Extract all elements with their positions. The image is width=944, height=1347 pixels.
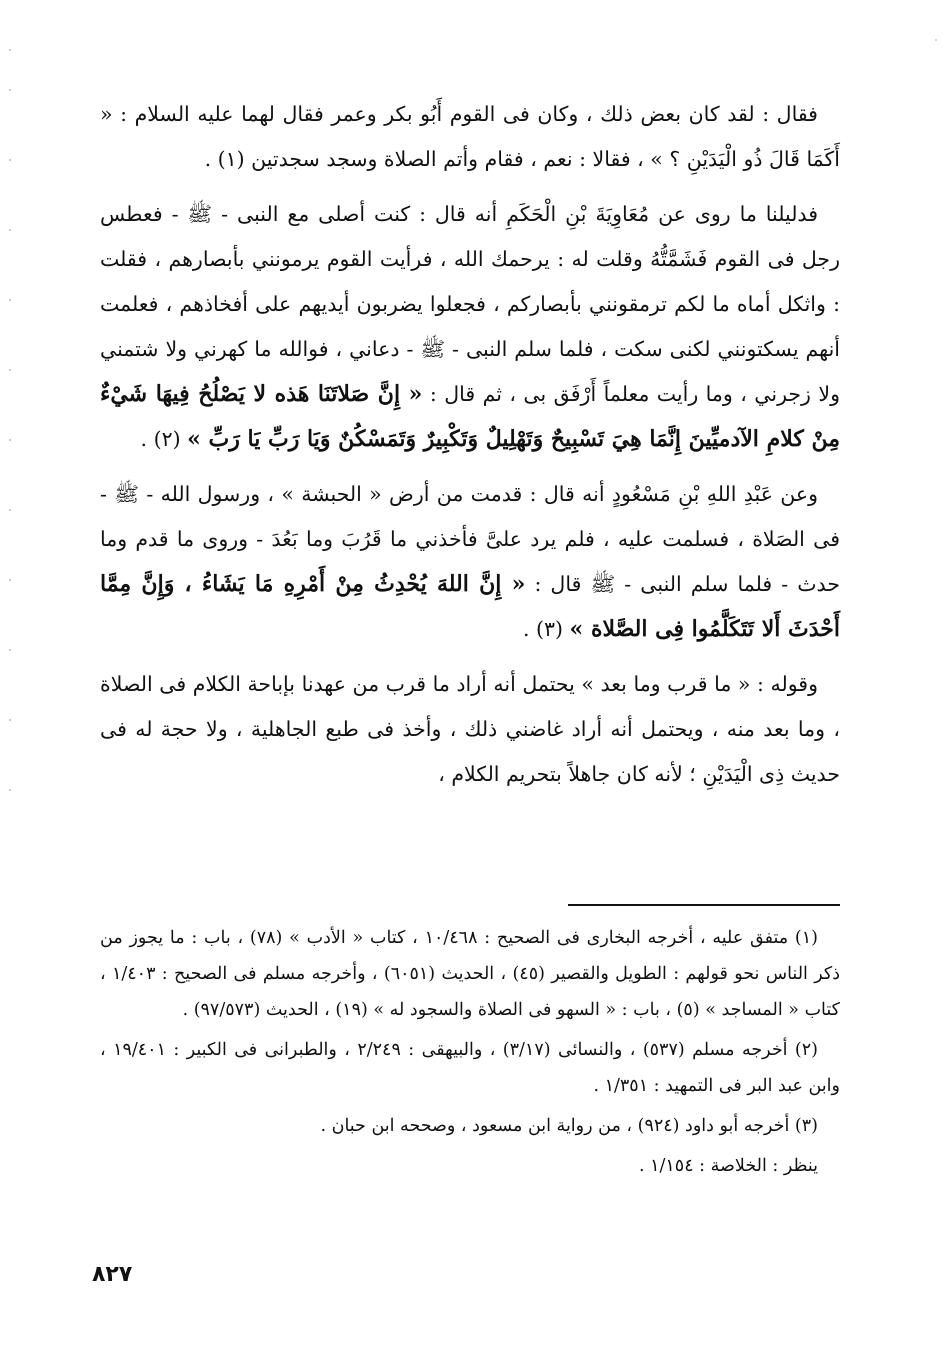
footnote-3: (٣) أخرجه أبو داود (٩٢٤) ، من رواية ابن مسعود ، وصححه ابن حبان .	[320, 1116, 818, 1136]
paragraph-3-intro: وعن عَبْدِ اللهِ بْنِ مَسْعُودٍ أنه قال : قدمت من أرض « الحبشة » ، ورسول الله - ﷺ - فى الصَلاة ، فسلمت عليه ، فلم يرد علىَّ فأخذني ما قَرُبَ وما بَعُدَ - وروى ما قدم وما حدث - فلما سلم النبى - ﷺ قال :	[100, 482, 840, 596]
paragraph-3	[100, 472, 840, 652]
footnote-divider	[568, 904, 840, 906]
page-number: ٨٢٧	[92, 1262, 133, 1287]
paragraph-2	[100, 192, 840, 462]
paragraph-2-intro: فدليلنا ما روى عن مُعَاوِيَةَ بْنِ الْحَكَمِ أنه قال : كنت أصلى مع النبى - ﷺ - فعطس رجل فى القوم فَشَمَّتُّهُ وقلت له : يرحمك الله ، فرأيت القوم يرمونني بأبصارهم ، فقلت : واثكل أماه ما لكم ترمقونني بأبصاركم ، فجعلوا يضربون أيديهم على أفخاذهم ، فعلمت أنهم يسكتونني لكنى سكت ، فلما سلم النبى - ﷺ - دعاني ، فوالله ما كهرني ولا شتمني ولا زجرني ، وما رأيت معلماً أَرْفَق بى ، ثم قال :	[100, 202, 840, 406]
footnote-1: (١) متفق عليه ، أخرجه البخارى فى الصحيح : ١٠/٤٦٨ ، كتاب « الأدب » (٧٨) ، باب : ما يجوز من ذكر الناس نحو قولهم : الطويل والقصير (٤٥) ، الحديث (٦٠٥١) ، وأخرجه مسلم فى الصحيح : ١/٤٠٣ ، كتاب « المساجد » (٥) ، باب : « السهو فى الصلاة والسجود له » (١٩) ، الحديث (٩٧/٥٧٣) .	[100, 928, 840, 1020]
footnotes	[100, 920, 840, 1188]
hadith-quote-1: « إِنَّ صَلاتَنَا هَذه لا يَصْلُحُ فِيهَا شَيْءٌ مِنْ كلامِ الآدميِّينَ إِنَّمَا هِيَ تَسْبِيحٌ وَتَهْلِيلٌ وَتَكْبِيرٌ وَتَمَسْكُنٌ وَيَا رَبِّ يَا رَبِّ »	[100, 381, 840, 452]
paragraph-4: وقوله : « ما قرب وما بعد » يحتمل أنه أراد ما قرب من عهدنا بإباحة الكلام فى الصلاة ، وما بعد منه ، ويحتمل أنه أراد غاضني ذلك ، وأخذ فى طبع الجاهلية ، ولا حجة له فى حديث ذِى الْيَدَيْنِ ؛ لأنه كان جاهلاً بتحريم الكلام ،	[100, 672, 840, 786]
footnote-ref-2: (٢) .	[140, 427, 181, 451]
paragraph-1: فقال : لقد كان بعض ذلك ، وكان فى القوم أَبُو بكر وعمر فقال لهما عليه السلام : « أَكَمَا قَالَ ذُو الْيَدَيْنِ ؟ » ، فقالا : نعم ، فقام وأتم الصلاة وسجد سجدتين (١) .	[100, 102, 840, 171]
footnote-3-reference: ينظر : الخلاصة : ١/١٥٤ .	[638, 1156, 818, 1176]
footnote-ref-3: (٣) .	[522, 617, 563, 641]
footnote-2: (٢) أخرجه مسلم (٥٣٧) ، والنسائى (٣/١٧) ، والبيهقى : ٢/٢٤٩ ، والطبرانى فى الكبير : ١٩/٤٠١ ، وابن عبد البر فى التمهيد : ١/٣٥١ .	[100, 1040, 840, 1096]
main-text	[100, 92, 840, 807]
hadith-quote-2: « إِنَّ اللهَ يُحْدِثُ مِنْ أَمْرِهِ مَا يَشَاءُ ، وَإِنَّ مِمَّا أَحْدَثَ أَلا تَتَكَلَّمُوا فِى الصَّلاة »	[100, 571, 840, 642]
